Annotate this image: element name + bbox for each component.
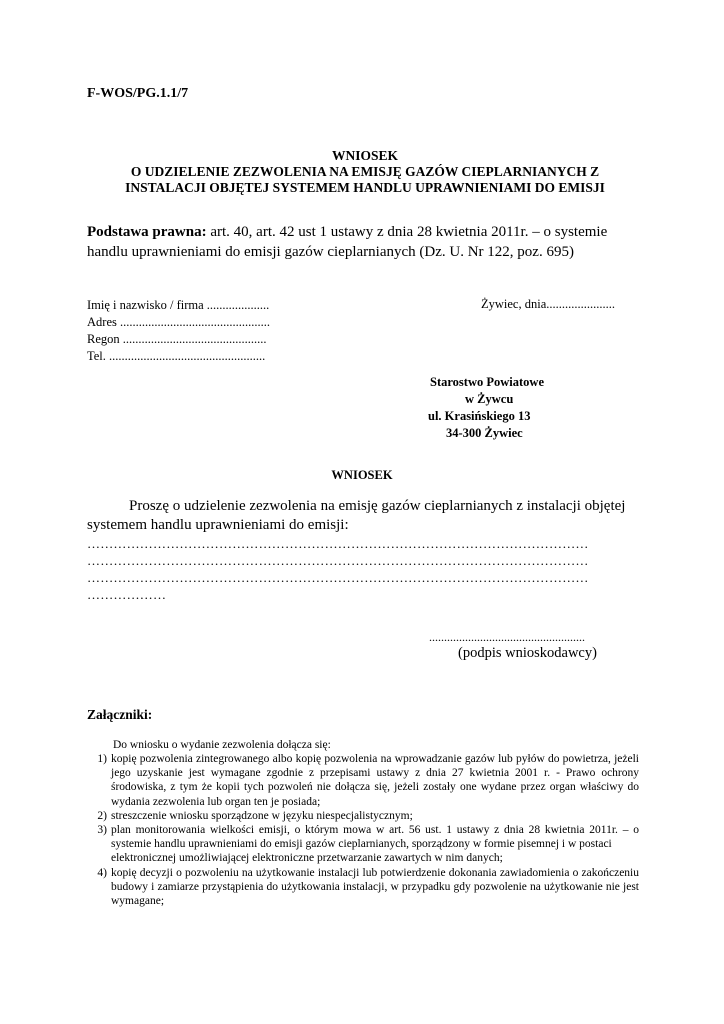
list-item-text: kopię pozwolenia zintegrowanego albo kopię pozwolenia na wprowadzanie gazów lub pyłów do powietrza, jeżeli jego uzyskanie jest wymagane zgodnie z przepisami ustawy z dnia 27 kwietnia 2001 r. - Prawo ochrony środowiska, z tym że kopii tych pozwoleń nie dołącza się, jeżeli zostały one wydane przez organ właściwy do wydania zezwolenia lub organ ten je posiada; (111, 753, 639, 808)
request-text (87, 497, 647, 535)
recipient-address (428, 374, 544, 442)
request-body: Proszę o udzielenie zezwolenia na emisję gazów cieplarnianych z instalacji objętej systemem handlu uprawnieniami do emisji: (87, 498, 626, 533)
title-line-2: O UDZIELENIE ZEZWOLENIA NA EMISJĘ GAZÓW CIEPLARNIANYCH Z (130, 164, 600, 179)
request-heading: WNIOSEK (331, 468, 393, 482)
list-item (87, 752, 639, 809)
applicant-name-field: Imię i nazwisko / firma .................... (87, 298, 270, 312)
applicant-regon-field: Regon .............................................. (87, 332, 267, 346)
signature-line: .................................................... (429, 630, 585, 644)
recipient-line-1: Starostwo Powiatowe (430, 375, 544, 389)
list-item-number: 4) (97, 866, 107, 879)
list-item-text: kopię decyzji o pozwoleniu na użytkowanie instalacji lub potwierdzenie dokonania zawiadomienia o zakończeniu budowy i zamiarze przystąpienia do użytkowania instalacji, w przypadku gdy pozwolenie na użytkowanie nie jest wymagane; (111, 866, 639, 908)
request-dot-lines (87, 535, 589, 603)
applicant-tel-field: Tel. .................................................. (87, 349, 266, 363)
attachments-heading: Załączniki: (87, 707, 153, 722)
list-item-number: 3) (97, 824, 107, 837)
list-item-number: 2) (97, 809, 107, 822)
list-item-text: plan monitorowania wielkości emisji, o którym mowa w art. 56 ust. 1 ustawy z dnia 28 kwietnia 2011r. – o systemie handlu uprawnieniami do emisji gazów cieplarnianych, sporządzony w formie pisemnej i w postaci (111, 824, 639, 851)
signature-label: (podpis wnioskodawcy) (458, 645, 597, 661)
list-item-continuation: elektronicznej umożliwiającej elektroniczne przetwarzanie zawartych w nim danych; (111, 852, 503, 865)
list-item-number: 1) (97, 753, 107, 765)
title-line-1: WNIOSEK (331, 148, 399, 163)
dot-line-2: …………………………………………………………………………………………………… (87, 553, 589, 568)
recipient-line-2: w Żywcu (465, 392, 514, 406)
applicant-fields (87, 297, 270, 365)
list-item (87, 823, 639, 851)
legal-basis-label: Podstawa prawna: (87, 224, 207, 240)
applicant-address-field: Adres ................................................ (87, 315, 270, 329)
list-item (87, 866, 639, 909)
document-title (60, 148, 670, 196)
dot-line-1: …………………………………………………………………………………………………… (87, 536, 589, 551)
attachments-intro: Do wniosku o wydanie zezwolenia dołącza się: (113, 739, 331, 751)
list-item-text: streszczenie wniosku sporządzone w języku niespecjalistycznym; (111, 809, 413, 822)
recipient-line-3: ul. Krasińskiego 13 (428, 409, 531, 423)
list-item (87, 809, 639, 823)
title-line-3: INSTALACJI OBJĘTEJ SYSTEMEM HANDLU UPRAWNIENIAMI DO EMISJI (125, 180, 605, 195)
document-code: F-WOS/PG.1.1/7 (87, 86, 189, 101)
legal-basis-text: art. 40, art. 42 ust 1 ustawy z dnia 28 kwietnia 2011r. – o systemie handlu uprawnieniami do emisji gazów cieplarnianych (Dz. U. Nr 122, poz. 695) (87, 224, 608, 260)
attachments-list (87, 752, 639, 908)
recipient-line-4: 34-300 Żywiec (446, 426, 523, 440)
dot-line-4: ……………… (87, 587, 167, 602)
legal-basis (87, 222, 647, 262)
dot-line-3: …………………………………………………………………………………………………… (87, 570, 589, 585)
place-date-field: Żywiec, dnia...................... (481, 297, 616, 311)
